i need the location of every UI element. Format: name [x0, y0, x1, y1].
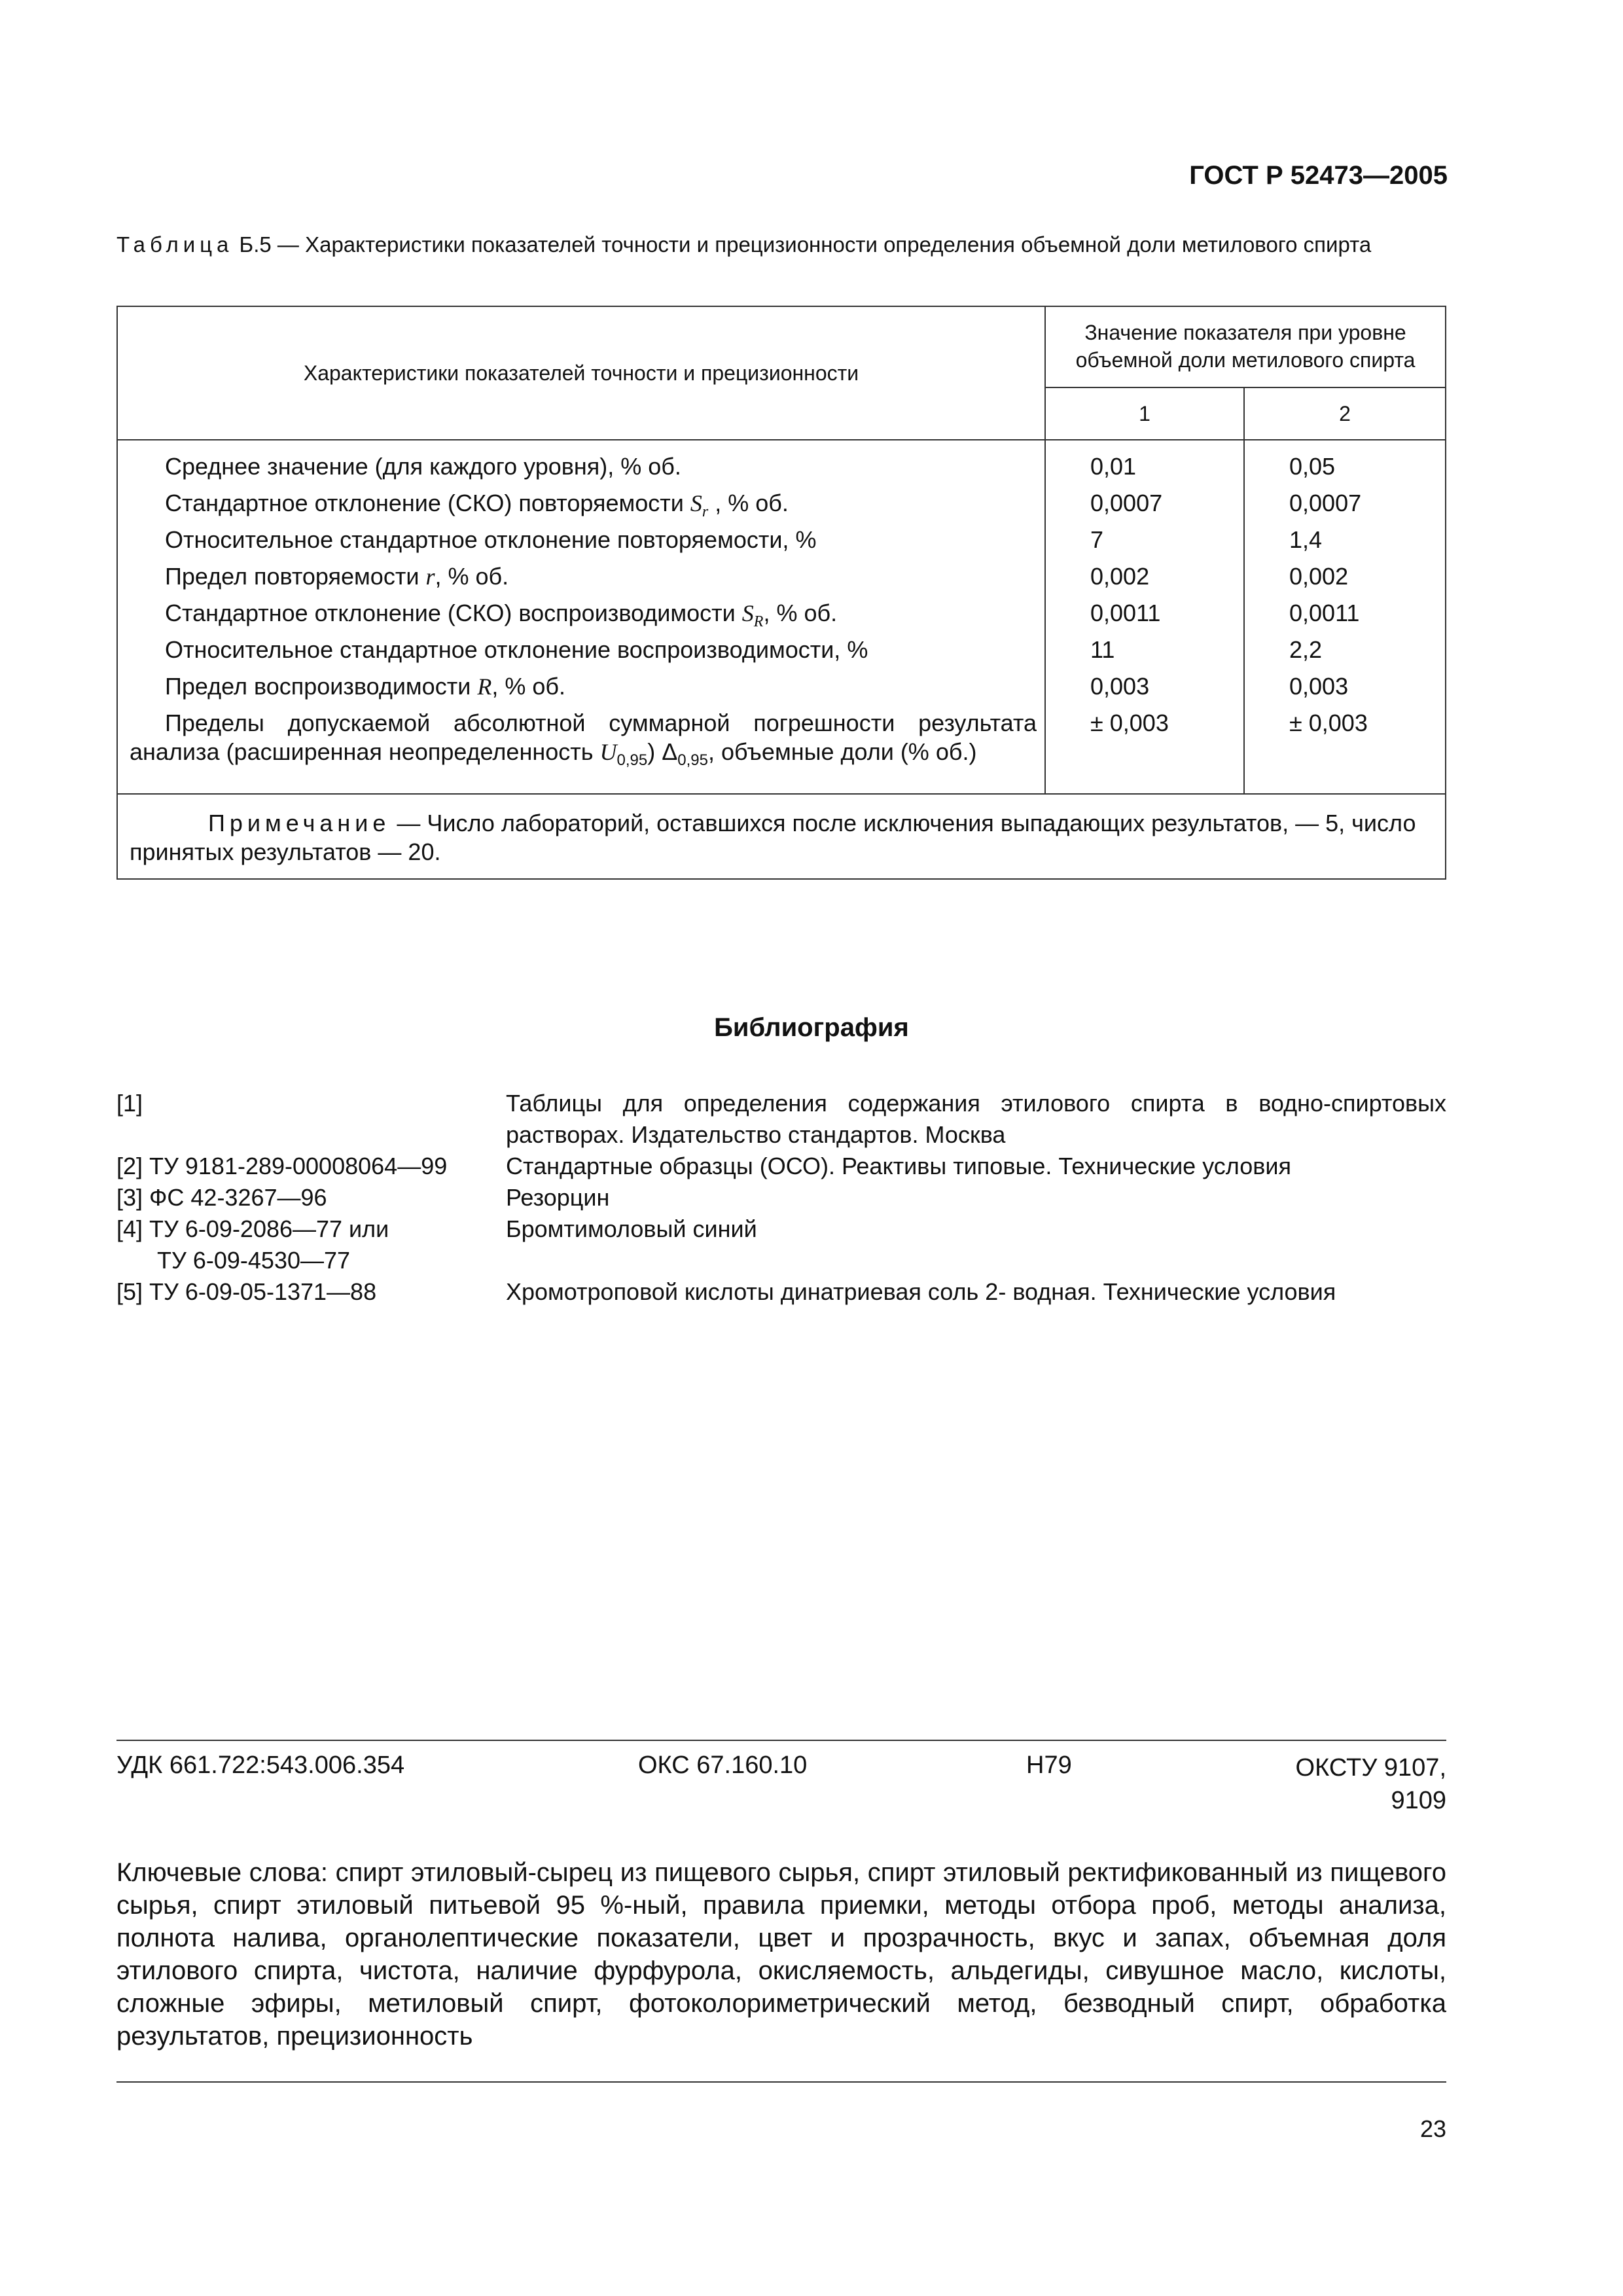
bib-ref: [3] ФС 42-3267—96 — [116, 1184, 327, 1211]
note-label: Примечание — [208, 810, 391, 837]
caption-label: Таблица — [116, 232, 234, 257]
table-row-label: Пределы допускаемой абсолютной суммарной погрешности результата анализа (расширенная неопределенность $U_{0,95}$) $\Delta_{0,95}$, объемные доли (% об.) — [130, 709, 1037, 770]
precision-table — [116, 306, 1446, 880]
table-cell-value: 1,4 — [1289, 526, 1323, 553]
bib-ref: [4] ТУ 6-09-2086—77 или — [116, 1215, 389, 1242]
table-row-label: Среднее значение (для каждого уровня), % об. — [165, 453, 681, 480]
bibliography-item — [116, 1088, 1446, 1151]
bibliography-item — [116, 1213, 1446, 1276]
document-id: ГОСТ Р 52473—2005 — [1189, 161, 1448, 190]
header-value-line2: объемной доли метилового спирта — [1075, 348, 1416, 372]
bottom-divider — [116, 2081, 1446, 2083]
table-cell-value: 0,01 — [1090, 453, 1137, 480]
page-number: 23 — [1419, 2115, 1446, 2142]
table-header-level-1: 1 — [1045, 387, 1244, 440]
table-header-level-2: 2 — [1244, 387, 1446, 440]
footer-divider — [116, 1740, 1446, 1741]
table-cell-value: 0,003 — [1289, 673, 1349, 700]
note-text: — Число лабораторий, оставшихся после исключения выпадающих результатов, — 5, число принятых результатов — 20. — [130, 810, 1416, 866]
table-header-value — [1045, 306, 1446, 387]
bib-text: Стандартные образцы (ОСО). Реактивы типовые. Технические условия — [506, 1153, 1291, 1179]
bib-ref: [5] ТУ 6-09-05-1371—88 — [116, 1278, 377, 1305]
table-row-label: Предел повторяемости r, % об. — [165, 563, 509, 590]
table-cell-value: 11 — [1090, 636, 1115, 663]
table-row-label: Относительное стандартное отклонение повторяемости, % — [165, 526, 817, 553]
bib-text: Хромотроповой кислоты динатриевая соль 2- водная. Технические условия — [506, 1278, 1336, 1305]
table-cell-value: 0,0007 — [1289, 490, 1362, 516]
table-row-label: Стандартное отклонение (СКО) воспроизводимости $S_R$, % об. — [165, 600, 838, 631]
oks-code: ОКС 67.160.10 — [638, 1751, 808, 1779]
table-cell-value: 0,002 — [1289, 563, 1349, 590]
bib-text: Таблицы для определения содержания этилового спирта в водно-спиртовых растворах. Издательство стандартов. Москва — [506, 1090, 1446, 1148]
table-cell-value: 2,2 — [1289, 636, 1323, 663]
bibliography-item — [116, 1182, 1446, 1213]
bib-text: Резорцин — [506, 1184, 610, 1211]
level-2-values — [1244, 440, 1446, 794]
table-cell-value: 7 — [1090, 526, 1104, 553]
table-note — [117, 794, 1446, 879]
okstu-code: ОКСТУ 9107, 9109 — [1295, 1754, 1446, 1814]
bib-ref: [1] — [116, 1090, 143, 1117]
table-row-label: Стандартное отклонение (СКО) повторяемости $S_r$ , % об. — [165, 490, 789, 521]
table-caption — [116, 230, 1446, 259]
caption-text: Б.5 — Характеристики показателей точности и прецизионности определения объемной доли метилового спирта — [233, 232, 1372, 257]
table-cell-value: 0,0011 — [1289, 600, 1360, 626]
table-cell-value: ± 0,003 — [1090, 709, 1169, 736]
table-cell-value: 0,003 — [1090, 673, 1150, 700]
characteristics-column — [117, 440, 1045, 794]
level-1-values — [1045, 440, 1244, 794]
bib-text: Бромтимоловый синий — [506, 1215, 757, 1242]
table-row-label: Относительное стандартное отклонение воспроизводимости, % — [165, 636, 868, 663]
bib-ref-alt: ТУ 6-09-4530—77 — [157, 1247, 351, 1274]
table-cell-value: 0,05 — [1289, 453, 1336, 480]
table-header-characteristics: Характеристики показателей точности и прецизионности — [117, 306, 1045, 440]
table-row-label: Предел воспроизводимости R, % об. — [165, 673, 565, 700]
classification-code: Н79 — [1026, 1751, 1072, 1779]
udk-code: УДК 661.722:543.006.354 — [116, 1751, 405, 1779]
table-cell-value: 0,0007 — [1090, 490, 1163, 516]
bib-ref: [2] ТУ 9181-289-00008064—99 — [116, 1153, 448, 1179]
table-cell-value: ± 0,003 — [1289, 709, 1368, 736]
table-cell-value: 0,002 — [1090, 563, 1150, 590]
bibliography-item — [116, 1151, 1446, 1182]
header-value-line1: Значение показателя при уровне — [1084, 321, 1406, 344]
table-cell-value: 0,0011 — [1090, 600, 1161, 626]
keywords: Ключевые слова: спирт этиловый-сырец из пищевого сырья, спирт этиловый ректификованный из пищевого сырья, спирт этиловый питьевой 95 %-ный, правила приемки, методы отбора проб, методы анализа, полнота налива, органолептические показатели, цвет и прозрачность, вкус и запах, объемная доля этилового спирта, чистота, наличие фурфурола, окисляемость, альдегиды, сивушное масло, кислоты, сложные эфиры, метиловый спирт, фотоколориметрический метод, безводный спирт, обработка результатов, прецизионность — [116, 1858, 1446, 2051]
bibliography-item — [116, 1276, 1446, 1308]
bibliography-title: Библиография — [714, 1013, 909, 1042]
